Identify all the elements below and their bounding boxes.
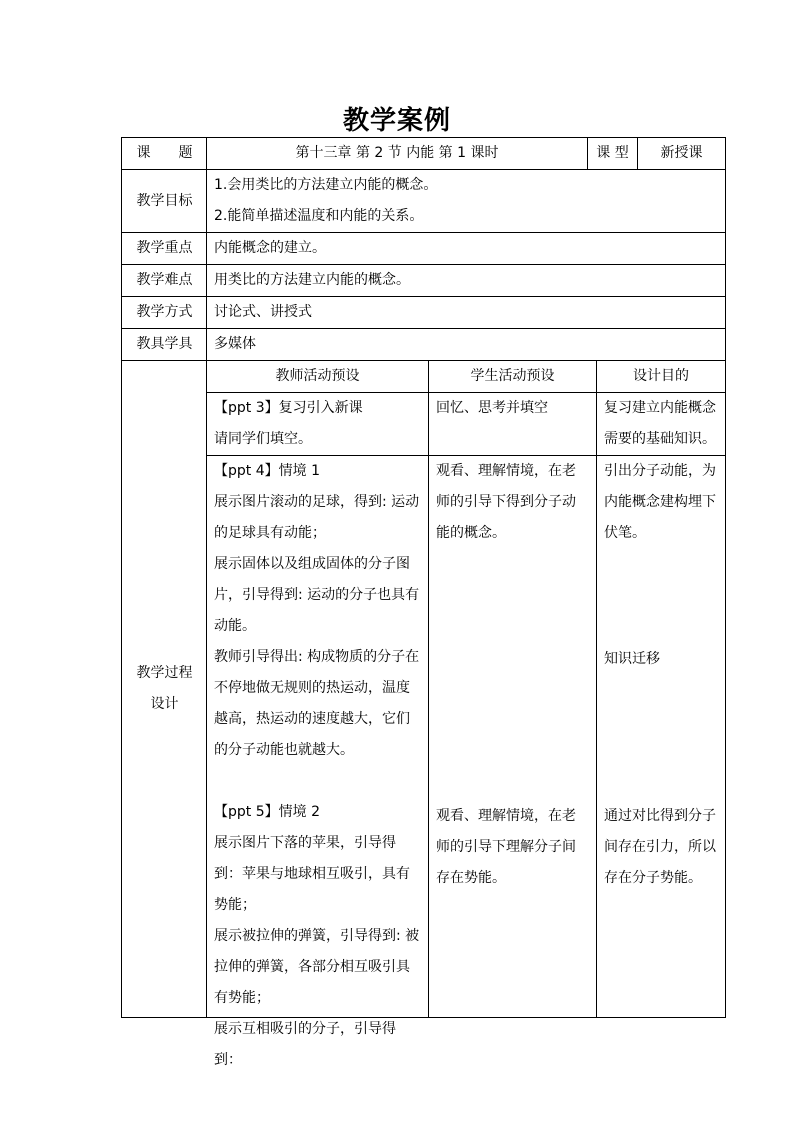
review-purpose: 复习建立内能概念需要的基础知识。 — [604, 400, 716, 447]
goals-label: 教学目标 — [136, 192, 193, 209]
main-teacher — [207, 456, 428, 1068]
process-label — [122, 361, 207, 1017]
main-purpose-3: 通过对比得到分子间存在引力，所以存在分子势能。 — [604, 808, 716, 886]
teacher-paragraph: 展示互相吸引的分子，引导得到： — [214, 1021, 396, 1068]
main-student-1: 观看、理解情境，在老师的引导下得到分子动能的概念。 — [436, 463, 576, 541]
header-student: 学生活动预设 — [470, 368, 555, 384]
main-purpose-1: 引出分子动能，为内能概念建构埋下伏笔。 — [604, 463, 716, 541]
process-label-line: 教学过程 — [136, 665, 193, 681]
teacher-paragraph: 【ppt 5】情境 2 — [214, 804, 320, 820]
main-student-2: 观看、理解情境，在老师的引导下理解分子间存在势能。 — [436, 808, 576, 886]
main-purpose-2: 知识迁移 — [604, 651, 660, 667]
header-purpose: 设计目的 — [633, 368, 689, 384]
goal-item: 1.会用类比的方法建立内能的概念。 — [214, 177, 438, 193]
goal-item: 2.能简单描述温度和内能的关系。 — [214, 208, 424, 224]
key-point-value: 内能概念的建立。 — [214, 240, 326, 256]
tools-label: 教具学具 — [136, 336, 193, 352]
method-label: 教学方式 — [136, 304, 193, 320]
page-title: 教学案例 — [342, 106, 451, 136]
teacher-paragraph — [214, 766, 421, 797]
teacher-paragraph: 展示被拉伸的弹簧，引导得到: 被拉伸的弹簧，各部分相互吸引具有势能； — [214, 928, 420, 1006]
lesson-type-value: 新授课 — [660, 145, 703, 161]
key-point-label: 教学重点 — [136, 240, 193, 256]
topic-label: 课 题 — [136, 145, 193, 161]
goals-list — [207, 170, 725, 232]
review-teacher-line: 【ppt 3】复习引入新课 — [214, 400, 363, 416]
difficulty-label: 教学难点 — [136, 272, 193, 288]
tools-value: 多媒体 — [214, 336, 256, 352]
process-label-line: 设计 — [150, 696, 179, 712]
topic-value: 第十三章 第 2 节 内能 第 1 课时 — [295, 145, 499, 161]
difficulty-value: 用类比的方法建立内能的概念。 — [214, 272, 410, 288]
teacher-paragraph: 展示固体以及组成固体的分子图片，引导得到: 运动的分子也具有动能。 — [214, 556, 420, 634]
teacher-paragraph: 展示图片滚动的足球，得到: 运动的足球具有动能； — [214, 494, 420, 541]
lesson-type-label: 课 型 — [596, 145, 629, 161]
method-value: 讨论式、讲授式 — [214, 304, 312, 320]
teacher-paragraph: 【ppt 4】情境 1 — [214, 463, 320, 479]
header-teacher: 教师活动预设 — [275, 368, 360, 384]
lesson-table — [121, 137, 726, 1068]
review-teacher — [207, 393, 428, 455]
review-teacher-line: 请同学们填空。 — [214, 431, 312, 447]
teacher-paragraph: 教师引导得出: 构成物质的分子在不停地做无规则的热运动，温度越高，热运动的速度越大，它们的分子动能也就越大。 — [214, 649, 420, 758]
review-student: 回忆、思考并填空 — [436, 400, 548, 416]
teacher-paragraph: 展示图片下落的苹果，引导得到：苹果与地球相互吸引，具有势能； — [214, 835, 410, 913]
